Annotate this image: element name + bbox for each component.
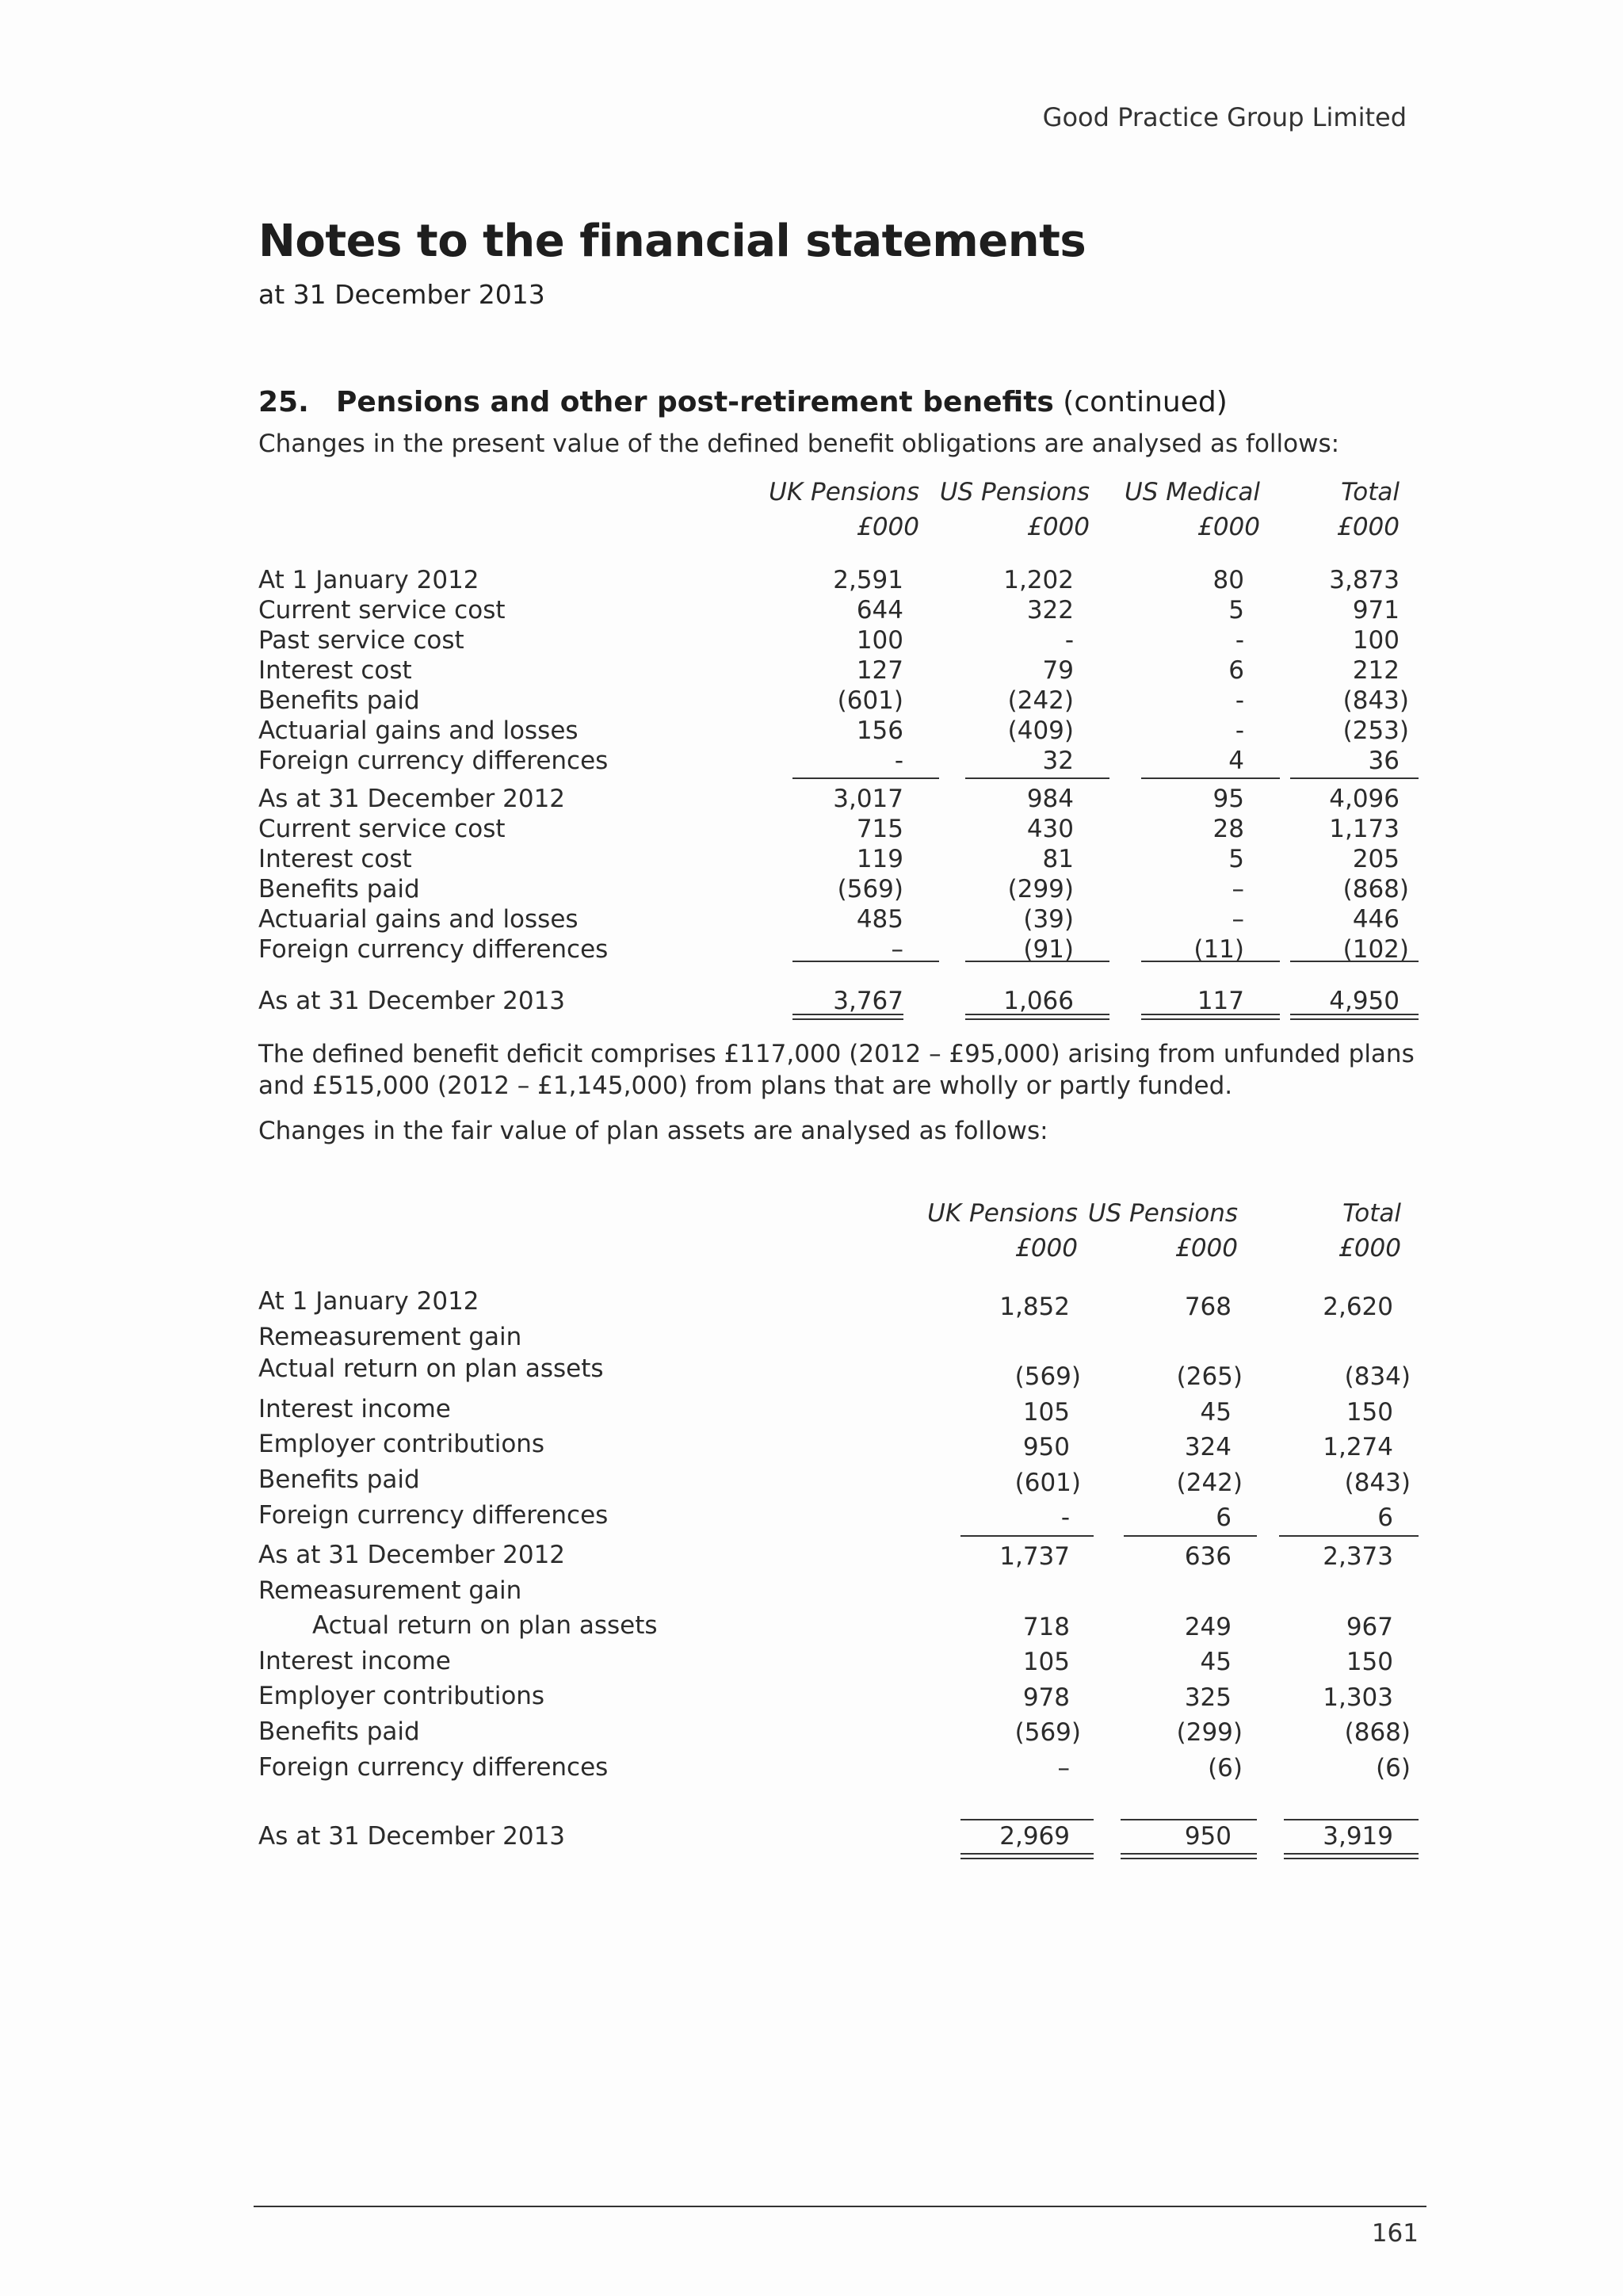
t1-cell: 322 — [1026, 596, 1074, 625]
t2-cell: 325 — [1184, 1683, 1232, 1712]
t2-cell: 3,919 — [1323, 1822, 1393, 1851]
t2-cell: 2,969 — [999, 1822, 1070, 1851]
t2-cell: 978 — [1022, 1683, 1070, 1712]
t2-row-label: Foreign currency differences — [258, 1753, 609, 1782]
t1-row-label: Past service cost — [258, 626, 464, 655]
t1-cell: 117 — [1197, 987, 1244, 1015]
t1-row-label: At 1 January 2012 — [258, 566, 479, 594]
t2-cell: 6 — [1377, 1503, 1393, 1532]
t1-unit-us: £000 — [1027, 513, 1090, 541]
t1-cell: 32 — [1042, 747, 1074, 775]
t1-cell: 28 — [1212, 815, 1244, 843]
t1-col-us-medical: US Medical — [1125, 478, 1260, 506]
t1-cell: 156 — [856, 716, 903, 745]
t1-row-label: Benefits paid — [258, 686, 420, 715]
t2-cell: 950 — [1184, 1822, 1232, 1851]
t1-cell: 81 — [1042, 845, 1074, 873]
t1-unit-uk: £000 — [857, 513, 919, 541]
t2-cell: (265) — [1176, 1362, 1243, 1391]
t2-row-label: Remeasurement gain — [258, 1576, 522, 1605]
t1-col-uk-pensions: UK Pensions — [769, 478, 919, 506]
t2-cell: 967 — [1346, 1613, 1393, 1641]
t1-row-label: Current service cost — [258, 815, 506, 843]
t1-cell: 1,173 — [1329, 815, 1400, 843]
t1-cell: 3,873 — [1329, 566, 1400, 594]
t2-rule — [960, 1535, 1094, 1537]
t1-cell: 4 — [1228, 747, 1244, 775]
t2-row-label: At 1 January 2012 — [258, 1287, 479, 1316]
t2-unit-us: £000 — [1175, 1234, 1238, 1263]
t1-cell: 5 — [1228, 845, 1244, 873]
t2-cell: 45 — [1200, 1648, 1232, 1676]
t2-rule — [960, 1819, 1094, 1820]
t2-cell: (299) — [1176, 1718, 1243, 1747]
t2-row-label: Remeasurement gain — [258, 1323, 522, 1351]
t2-cell: 324 — [1184, 1433, 1232, 1461]
t1-cell: (601) — [837, 686, 903, 715]
t2-unit-total: £000 — [1338, 1234, 1401, 1263]
t1-cell: (299) — [1007, 875, 1074, 904]
t1-row-label: Interest cost — [258, 845, 412, 873]
t1-cell: (253) — [1342, 716, 1409, 745]
t1-cell: 1,202 — [1003, 566, 1074, 594]
t1-cell: 3,767 — [833, 987, 903, 1015]
t1-cell: 100 — [1352, 626, 1400, 655]
t1-cell: (569) — [837, 875, 903, 904]
t2-cell: – — [1057, 1754, 1070, 1782]
t2-cell: 636 — [1184, 1542, 1232, 1571]
t2-cell: (834) — [1344, 1362, 1411, 1391]
t2-double-rule — [960, 1853, 1094, 1859]
t1-unit-total: £000 — [1337, 513, 1400, 541]
t2-row-label: Employer contributions — [258, 1430, 545, 1458]
t2-rule — [1279, 1535, 1419, 1537]
t1-row-label: Actuarial gains and losses — [258, 716, 579, 745]
t1-cell: (91) — [1023, 935, 1074, 964]
page-title: Notes to the financial statements — [258, 216, 1086, 267]
t2-cell: (868) — [1344, 1718, 1411, 1747]
t1-cell: 644 — [856, 596, 903, 625]
page-subtitle: at 31 December 2013 — [258, 279, 545, 310]
t1-cell: 100 — [856, 626, 903, 655]
t2-cell: 950 — [1022, 1433, 1070, 1461]
t2-cell: (601) — [1014, 1469, 1081, 1497]
t2-cell: 105 — [1022, 1648, 1070, 1676]
t2-cell: 1,852 — [999, 1293, 1070, 1321]
t1-cell: 36 — [1368, 747, 1400, 775]
t1-cell: 971 — [1352, 596, 1400, 625]
t1-cell: - — [1235, 626, 1244, 655]
t1-col-total: Total — [1341, 478, 1400, 506]
t1-cell: - — [1235, 716, 1244, 745]
section-number: 25. — [258, 386, 309, 418]
t1-row-label: Foreign currency differences — [258, 747, 609, 775]
page-number: 161 — [1371, 2219, 1419, 2248]
t1-cell: 446 — [1352, 905, 1400, 934]
t2-row-label: As at 31 December 2013 — [258, 1822, 566, 1851]
t1-cell: – — [891, 935, 903, 964]
t2-cell: 718 — [1022, 1613, 1070, 1641]
t2-row-label: Actual return on plan assets — [312, 1611, 658, 1640]
t1-cell: (843) — [1342, 686, 1409, 715]
t1-cell: 95 — [1212, 785, 1244, 813]
t1-cell: 4,950 — [1329, 987, 1400, 1015]
t1-cell: (102) — [1342, 935, 1409, 964]
t2-cell: 1,274 — [1323, 1433, 1393, 1461]
t2-cell: (569) — [1014, 1718, 1081, 1747]
footer-rule — [254, 2206, 1426, 2207]
t2-col-us-pensions: US Pensions — [1087, 1199, 1238, 1228]
t1-cell: – — [1232, 875, 1244, 904]
t2-col-uk-pensions: UK Pensions — [927, 1199, 1078, 1228]
t2-cell: - — [1060, 1503, 1070, 1532]
t1-cell: 127 — [856, 656, 903, 685]
t1-cell: - — [1064, 626, 1074, 655]
t1-cell: 430 — [1026, 815, 1074, 843]
t2-row-label: Foreign currency differences — [258, 1501, 609, 1530]
t1-cell: 6 — [1228, 656, 1244, 685]
t1-cell: - — [894, 747, 903, 775]
t2-row-label: Benefits paid — [258, 1717, 420, 1746]
t1-cell: (242) — [1007, 686, 1074, 715]
t2-row-label: Employer contributions — [258, 1682, 545, 1710]
section-name: Pensions and other post-retirement benefits — [336, 386, 1054, 418]
t2-rule — [1284, 1819, 1419, 1820]
t2-unit-uk: £000 — [1015, 1234, 1078, 1263]
t1-row-label: Benefits paid — [258, 875, 420, 904]
t1-unit-med: £000 — [1197, 513, 1260, 541]
t2-cell: 105 — [1022, 1398, 1070, 1427]
t2-col-total: Total — [1342, 1199, 1401, 1228]
t2-cell: (6) — [1208, 1754, 1243, 1782]
t2-row-label: As at 31 December 2012 — [258, 1541, 566, 1569]
t1-col-us-pensions: US Pensions — [939, 478, 1090, 506]
t1-cell: 205 — [1352, 845, 1400, 873]
t2-row-label: Interest income — [258, 1395, 451, 1423]
t1-row-label: As at 31 December 2013 — [258, 987, 566, 1015]
t2-cell: (6) — [1376, 1754, 1411, 1782]
t1-cell: – — [1232, 905, 1244, 934]
t2-row-label: Interest income — [258, 1647, 451, 1675]
deficit-paragraph: The defined benefit deficit comprises £117,000 (2012 – £95,000) arising from unfunded plans and £515,000 (2012 – £1,145,000) from plans that are wholly or partly funded. — [258, 1040, 1415, 1100]
t2-double-rule — [1284, 1853, 1419, 1859]
t2-cell: 1,303 — [1323, 1683, 1393, 1712]
t1-row-label: Actuarial gains and losses — [258, 905, 579, 934]
t2-cell: 150 — [1346, 1398, 1393, 1427]
t1-cell: 80 — [1212, 566, 1244, 594]
t1-cell: - — [1235, 686, 1244, 715]
t1-cell: 3,017 — [833, 785, 903, 813]
t1-row-label: Interest cost — [258, 656, 412, 685]
t2-row-label: Actual return on plan assets — [258, 1354, 604, 1383]
t2-cell: (843) — [1344, 1469, 1411, 1497]
t1-cell: 5 — [1228, 596, 1244, 625]
assets-intro: Changes in the fair value of plan assets are analysed as follows: — [258, 1117, 1048, 1145]
t1-cell: 984 — [1026, 785, 1074, 813]
t2-cell: 150 — [1346, 1648, 1393, 1676]
t1-cell: 2,591 — [833, 566, 903, 594]
t1-cell: (409) — [1007, 716, 1074, 745]
t1-cell: 715 — [856, 815, 903, 843]
t2-cell: (242) — [1176, 1469, 1243, 1497]
t1-cell: 119 — [856, 845, 903, 873]
t2-cell: (569) — [1014, 1362, 1081, 1391]
t2-row-label: Benefits paid — [258, 1465, 420, 1494]
t1-cell: 1,066 — [1003, 987, 1074, 1015]
t1-cell: (868) — [1342, 875, 1409, 904]
t2-rule — [1124, 1535, 1257, 1537]
t1-cell: (11) — [1193, 935, 1244, 964]
t2-cell: 45 — [1200, 1398, 1232, 1427]
t1-cell: 79 — [1042, 656, 1074, 685]
t2-rule — [1121, 1819, 1257, 1820]
t2-cell: 6 — [1216, 1503, 1232, 1532]
t2-cell: 2,373 — [1323, 1542, 1393, 1571]
t2-cell: 2,620 — [1323, 1293, 1393, 1321]
t1-cell: (39) — [1023, 905, 1074, 934]
t1-cell: 4,096 — [1329, 785, 1400, 813]
obligations-intro: Changes in the present value of the defined benefit obligations are analysed as follows: — [258, 430, 1340, 458]
section-suffix: (continued) — [1053, 386, 1228, 418]
t1-row-label: Current service cost — [258, 596, 506, 625]
t2-cell: 1,737 — [999, 1542, 1070, 1571]
t1-cell: 212 — [1352, 656, 1400, 685]
t2-double-rule — [1121, 1853, 1257, 1859]
t2-cell: 249 — [1184, 1613, 1232, 1641]
t2-cell: 768 — [1184, 1293, 1232, 1321]
t1-row-label: As at 31 December 2012 — [258, 785, 566, 813]
t1-row-label: Foreign currency differences — [258, 935, 609, 964]
t1-cell: 485 — [856, 905, 903, 934]
company-name: Good Practice Group Limited — [1042, 102, 1407, 132]
